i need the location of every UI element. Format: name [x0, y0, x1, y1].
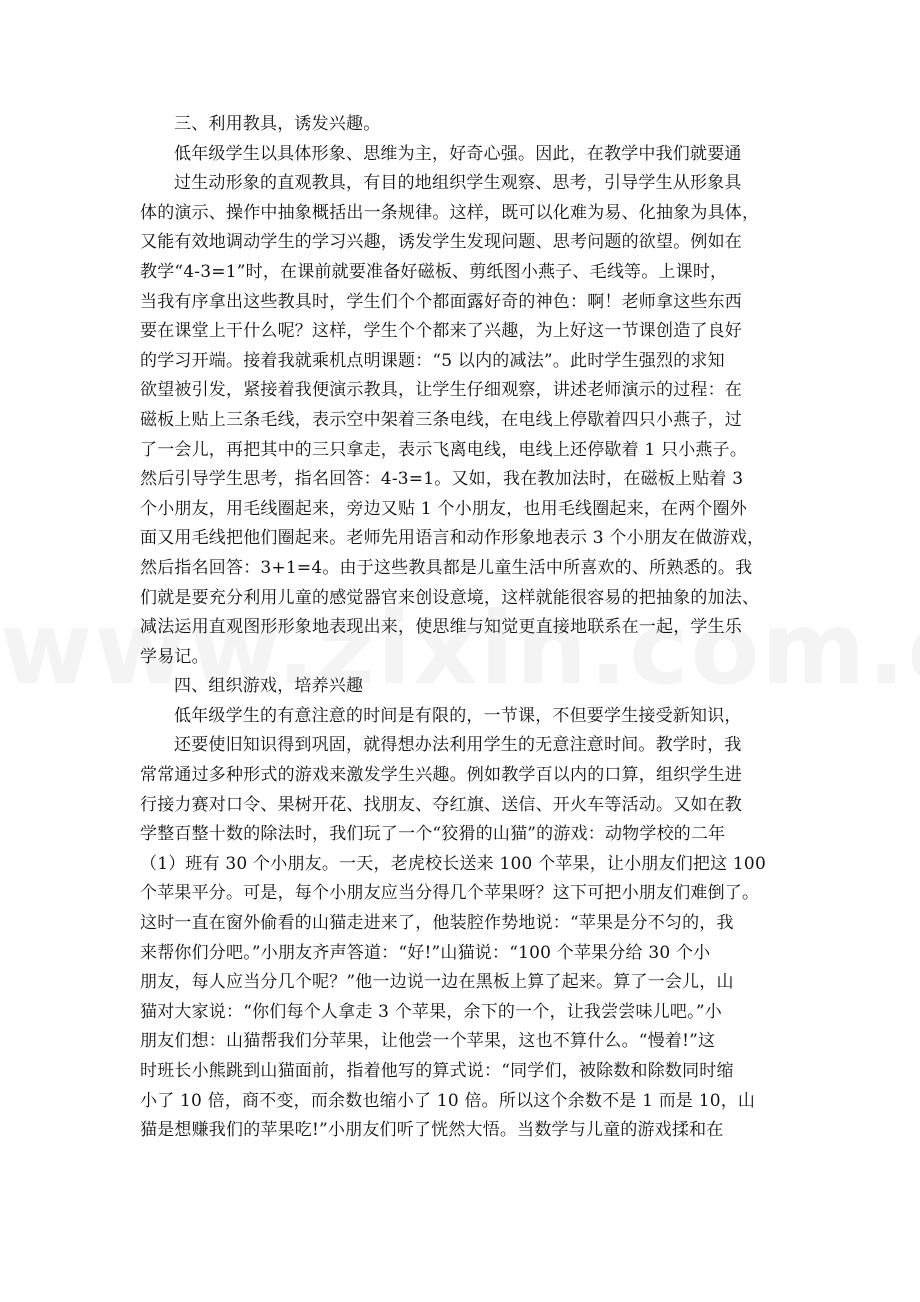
- text-line: 个苹果平分。可是，每个小朋友应当分得几个苹果呀？这下可把小朋友们难倒了。: [140, 883, 760, 904]
- body-text: [140, 110, 790, 1146]
- text-line: 要在课堂上干什么呢？这样，学生个个都来了兴趣，为上好这一节课创造了良好: [140, 321, 742, 342]
- text-line: 体的演示、操作中抽象概括出一条规律。这样，既可以化难为易、化抽象为具体，: [140, 202, 760, 223]
- text-line: 常常通过多种形式的游戏来激发学生兴趣。例如教学百以内的口算，组织学生进: [140, 765, 742, 786]
- text-line: 们就是要充分利用儿童的感觉器官来创设意境，这样就能很容易的把抽象的加法、: [140, 587, 760, 608]
- text-line: 学整百整十数的除法时，我们玩了一个“狡猾的山猫”的游戏：动物学校的二年: [140, 824, 726, 845]
- text-line: 还要使旧知识得到巩固，就得想办法利用学生的无意注意时间。教学时，我: [174, 735, 742, 756]
- text-line: 面又用毛线把他们圈起来。老师先用语言和动作形象地表示 3 个小朋友在做游戏，: [140, 528, 765, 549]
- text-line: 时班长小熊跳到山猫面前，指着他写的算式说：“同学们，被除数和除数同时缩: [140, 1061, 734, 1081]
- text-line: 三、利用教具，诱发兴趣。: [174, 114, 381, 134]
- text-line: 了一会儿，再把其中的三只拿走，表示飞离电线，电线上还停歇着 1 只小燕子。: [140, 439, 748, 460]
- text-line: 来帮你们分吧。”小朋友齐声答道：“好!”山猫说：“100 个苹果分给 30 个小: [140, 942, 711, 963]
- text-line: 然后指名回答：3+1=4。由于这些教具都是儿童生活中所喜欢的、所熟悉的。我: [140, 557, 753, 578]
- text-line: 行接力赛对口令、果树开花、找朋友、夺红旗、送信、开火车等活动。又如在教: [140, 794, 742, 815]
- text-line: 朋友们想：山猫帮我们分苹果，让他尝一个苹果，这也不算什么。“慢着!”这: [140, 1031, 716, 1052]
- text-line: 当我有序拿出这些教具时，学生们个个都面露好奇的神色：啊！老师拿这些东西: [140, 291, 742, 312]
- text-line: 小了 10 倍，商不变，而余数也缩小了 10 倍。所以这个余数不是 1 而是 10，山: [140, 1090, 756, 1111]
- text-line: 磁板上贴上三条毛线，表示空中架着三条电线，在电线上停歇着四只小燕子，过: [140, 409, 742, 430]
- text-line: 朋友，每人应当分几个呢？”他一边说一边在黑板上算了起来。算了一会儿，山: [140, 972, 734, 993]
- text-line: 学易记。: [140, 646, 209, 667]
- text-line: 个小朋友，用毛线圈起来，旁边又贴 1 个小朋友，也用毛线圈起来，在两个圈外: [140, 498, 748, 519]
- text-line: 猫对大家说：“你们每个人拿走 3 个苹果，余下的一个，让我尝尝味儿吧。”小: [140, 1001, 722, 1022]
- text-line: 欲望被引发，紧接着我便演示教具，让学生仔细观察，讲述老师演示的过程：在: [140, 380, 742, 401]
- text-line: 然后引导学生思考，指名回答：4-3=1。又如，我在教加法时，在磁板上贴着 3: [140, 469, 744, 490]
- text-line: 又能有效地调动学生的学习兴趣，诱发学生发现问题、思考问题的欲望。例如在: [140, 232, 742, 253]
- text-line: 这时一直在窗外偷看的山猫走进来了，他装腔作势地说：“苹果是分不匀的，我: [140, 913, 734, 934]
- text-line: 四、组织游戏，培养兴趣: [174, 676, 364, 697]
- text-line: 减法运用直观图形形象地表现出来，使思维与知觉更直接地联系在一起，学生乐: [140, 617, 742, 638]
- text-line: 猫是想赚我们的苹果吃!”小朋友们听了恍然大悟。当数学与儿童的游戏揉和在: [140, 1120, 724, 1141]
- text-line: 低年级学生以具体形象、思维为主，好奇心强。因此，在教学中我们就要通: [174, 143, 742, 164]
- text-line: （1）班有 30 个小朋友。一天，老虎校长送来 100 个苹果，让小朋友们把这 100: [140, 853, 766, 874]
- text-line: 过生动形象的直观教具，有目的地组织学生观察、思考，引导学生从形象具: [174, 173, 742, 194]
- text-line: 教学“4-3=1”时，在课前就要准备好磁板、剪纸图小燕子、毛线等。上课时，: [140, 261, 728, 282]
- text-line: 的学习开端。接着我就乘机点明课题：“5 以内的减法”。此时学生强烈的求知: [140, 350, 725, 371]
- text-line: 低年级学生的有意注意的时间是有限的，一节课，不但要学生接受新知识，: [174, 705, 742, 726]
